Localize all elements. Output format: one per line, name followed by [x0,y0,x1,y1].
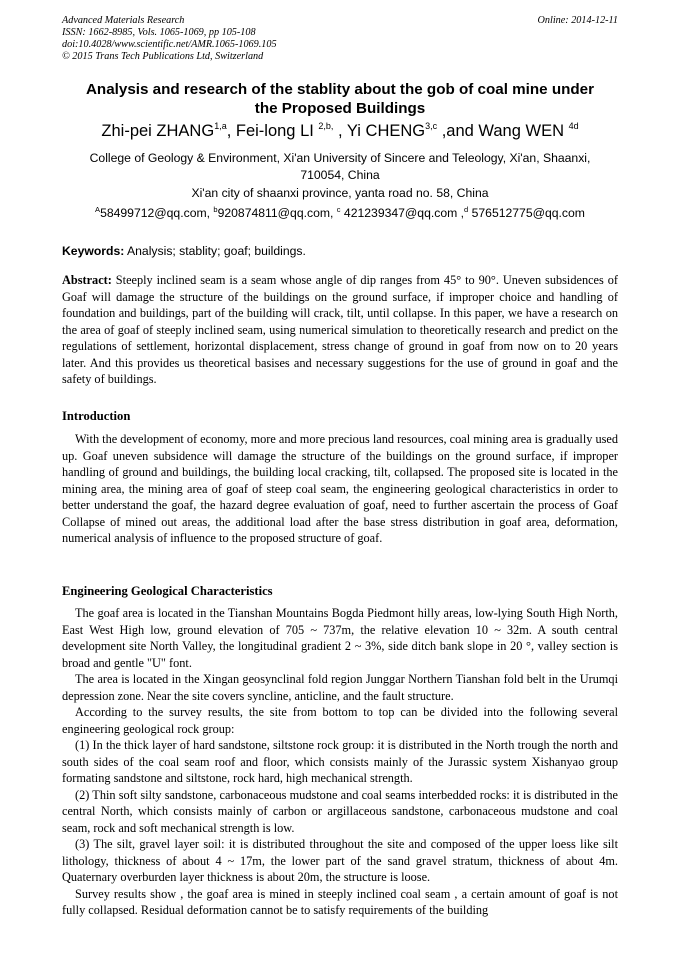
issn-line: ISSN: 1662-8985, Vols. 1065-1069, pp 105-108 [62,27,256,38]
title-line-2: the Proposed Buildings [254,100,426,117]
engineering-paragraph-6: (3) The silt, gravel layer soil: it is distributed throughout the site and composed of the upper loess like silt lithology, thickness of about 4 ~ 17m, the lower part of the sand gravel stratum, thickness of about 4m. Quaternary overburden layer thickness is about 20m, the structure is loose. [62,837,618,884]
author-2-sup: 2,b, [318,121,334,131]
email-b-sup: b [213,205,218,214]
author-2-name: , Fei-long LI [226,122,319,140]
email-a-sup: A [95,205,101,214]
keywords-text: Analysis; stablity; goaf; buildings. [124,244,306,258]
introduction-heading: Introduction [62,409,131,423]
author-4-sup: 4d [568,121,579,131]
affiliation [70,150,610,184]
author-3-sup: 3,c [425,121,438,131]
abstract-text: Steeply inclined seam is a seam whose angle of dip ranges from 45° to 90°. Uneven subsidences of Goaf will damage the structure of the buildings on the ground surface, if improper choice and handling of foundation and buildings, part of the building will crack, tilt, until collapse. In this paper, we have a research on the area of goaf of steeply inclined seam, using numerical simulation to theoretically research and predict on the regulations of settlement, horizontal displacement, stress change of ground in goaf from now on to 20 years later. And this provides us theoretical basises and necessary suggestions for the use of ground in goaf and the safety of buildings. [62,273,618,386]
engineering-paragraph-7: Survey results show , the goaf area is mined in steeply inclined coal seam , a certain amount of goaf is not fully collapsed. Residual deformation cannot be to satisfy requirements of the building [62,886,618,917]
email-c-sup: c [336,205,341,214]
engineering-paragraph-2: The area is located in the Xingan geosynclinal fold region Junggar Northern Tianshan fold belt in the Urumqi depression zone. Near the site covers syncline, anticline, and the fault structure. [62,672,618,703]
author-list [40,121,640,141]
author-4-name: ,and Wang WEN [437,122,569,140]
address-line: Xi'an city of shaanxi province, yanta road no. 58, China [191,186,489,200]
affiliation-line-1: College of Geology & Environment, Xi'an University of Sincere and Teleology, Xi'an, Shaanxi, [89,151,591,165]
email-d-sup: d [464,205,469,214]
keywords [62,243,618,259]
doi-line: doi:10.4028/www.scientific.net/AMR.1065-1069.105 [62,39,277,50]
keywords-label: Keywords: [62,244,125,258]
engineering-paragraph-5: (2) Thin soft silty sandstone, carbonaceous mudstone and coal seams interbedded rocks: it is distributed in the central North, which consists mainly of carbon or argillaceous sandstone, carbonaceous mudstone and coal seam, rock and soft mechanical strength is low. [62,787,618,835]
author-3-name: , Yi CHENG [333,122,426,140]
introduction-paragraph: With the development of economy, more and more precious land resources, coal mining area is gradually used up. Goaf uneven subsidence will damage the structure of the buildings on the ground surface, if improper handling of ground and buildings, the building local cracking, tilt, collapsed. The proposed site is located in the mining area, the mining area of goaf of steep coal seam, the engineering geological characteristics in order to better understand the goaf, the hazard degree evaluation of goaf, need to further ascertain the process of Goaf Collapse of mined out areas, the additional load after the base stress distribution in goaf area, deformation, numerical analysis of influence to the proposed structure of goaf. [62,432,619,545]
engineering-paragraph-3: According to the survey results, the site from bottom to top can be divided into the following several engineering geological rock group: [62,705,618,736]
email-a: 58499712@qq.com, [100,206,214,220]
abstract-label: Abstract: [62,273,112,287]
title-line-1: Analysis and research of the stablity about the gob of coal mine under [85,81,595,98]
author-1-name: Zhi-pei ZHANG [101,122,215,140]
journal-name: Advanced Materials Research [62,15,185,26]
affiliation-line-2: 710054, China [300,168,380,182]
engineering-heading: Engineering Geological Characteristics [62,584,273,598]
email-d: 576512775@qq.com [468,206,585,220]
email-b: 920874811@qq.com, [217,206,337,220]
author-1-sup: 1,a [214,121,227,131]
introduction-body [62,431,618,547]
email-line [70,205,610,222]
engineering-paragraph-4: (1) In the thick layer of hard sandstone, siltstone rock group: it is distributed in the North trough the north and south sides of the coal seam roof and floor, which consists mainly of the Jurassic system Xishanyao group formating sandstone and siltstone, rock hard, high mechanical strength. [62,738,618,785]
copyright-line: © 2015 Trans Tech Publications Ltd, Switzerland [62,51,264,62]
journal-header [62,15,618,63]
paper-title [40,80,640,118]
email-c: 421239347@qq.com , [340,206,465,220]
abstract [62,272,618,388]
online-date: Online: 2014-12-11 [537,15,618,26]
engineering-paragraph-1: The goaf area is located in the Tianshan Mountains Bogda Piedmont hilly areas, low-lying South High North, East West High low, ground elevation of 705 ~ 737m, the relative elevation 10 ~ 32m. A south central development site North Valley, the longitudinal gradient 2 ~ 3%, side ditch bank slope in 20 °, valley section is broad and gentle "U" font. [62,606,618,670]
engineering-body [62,605,618,919]
